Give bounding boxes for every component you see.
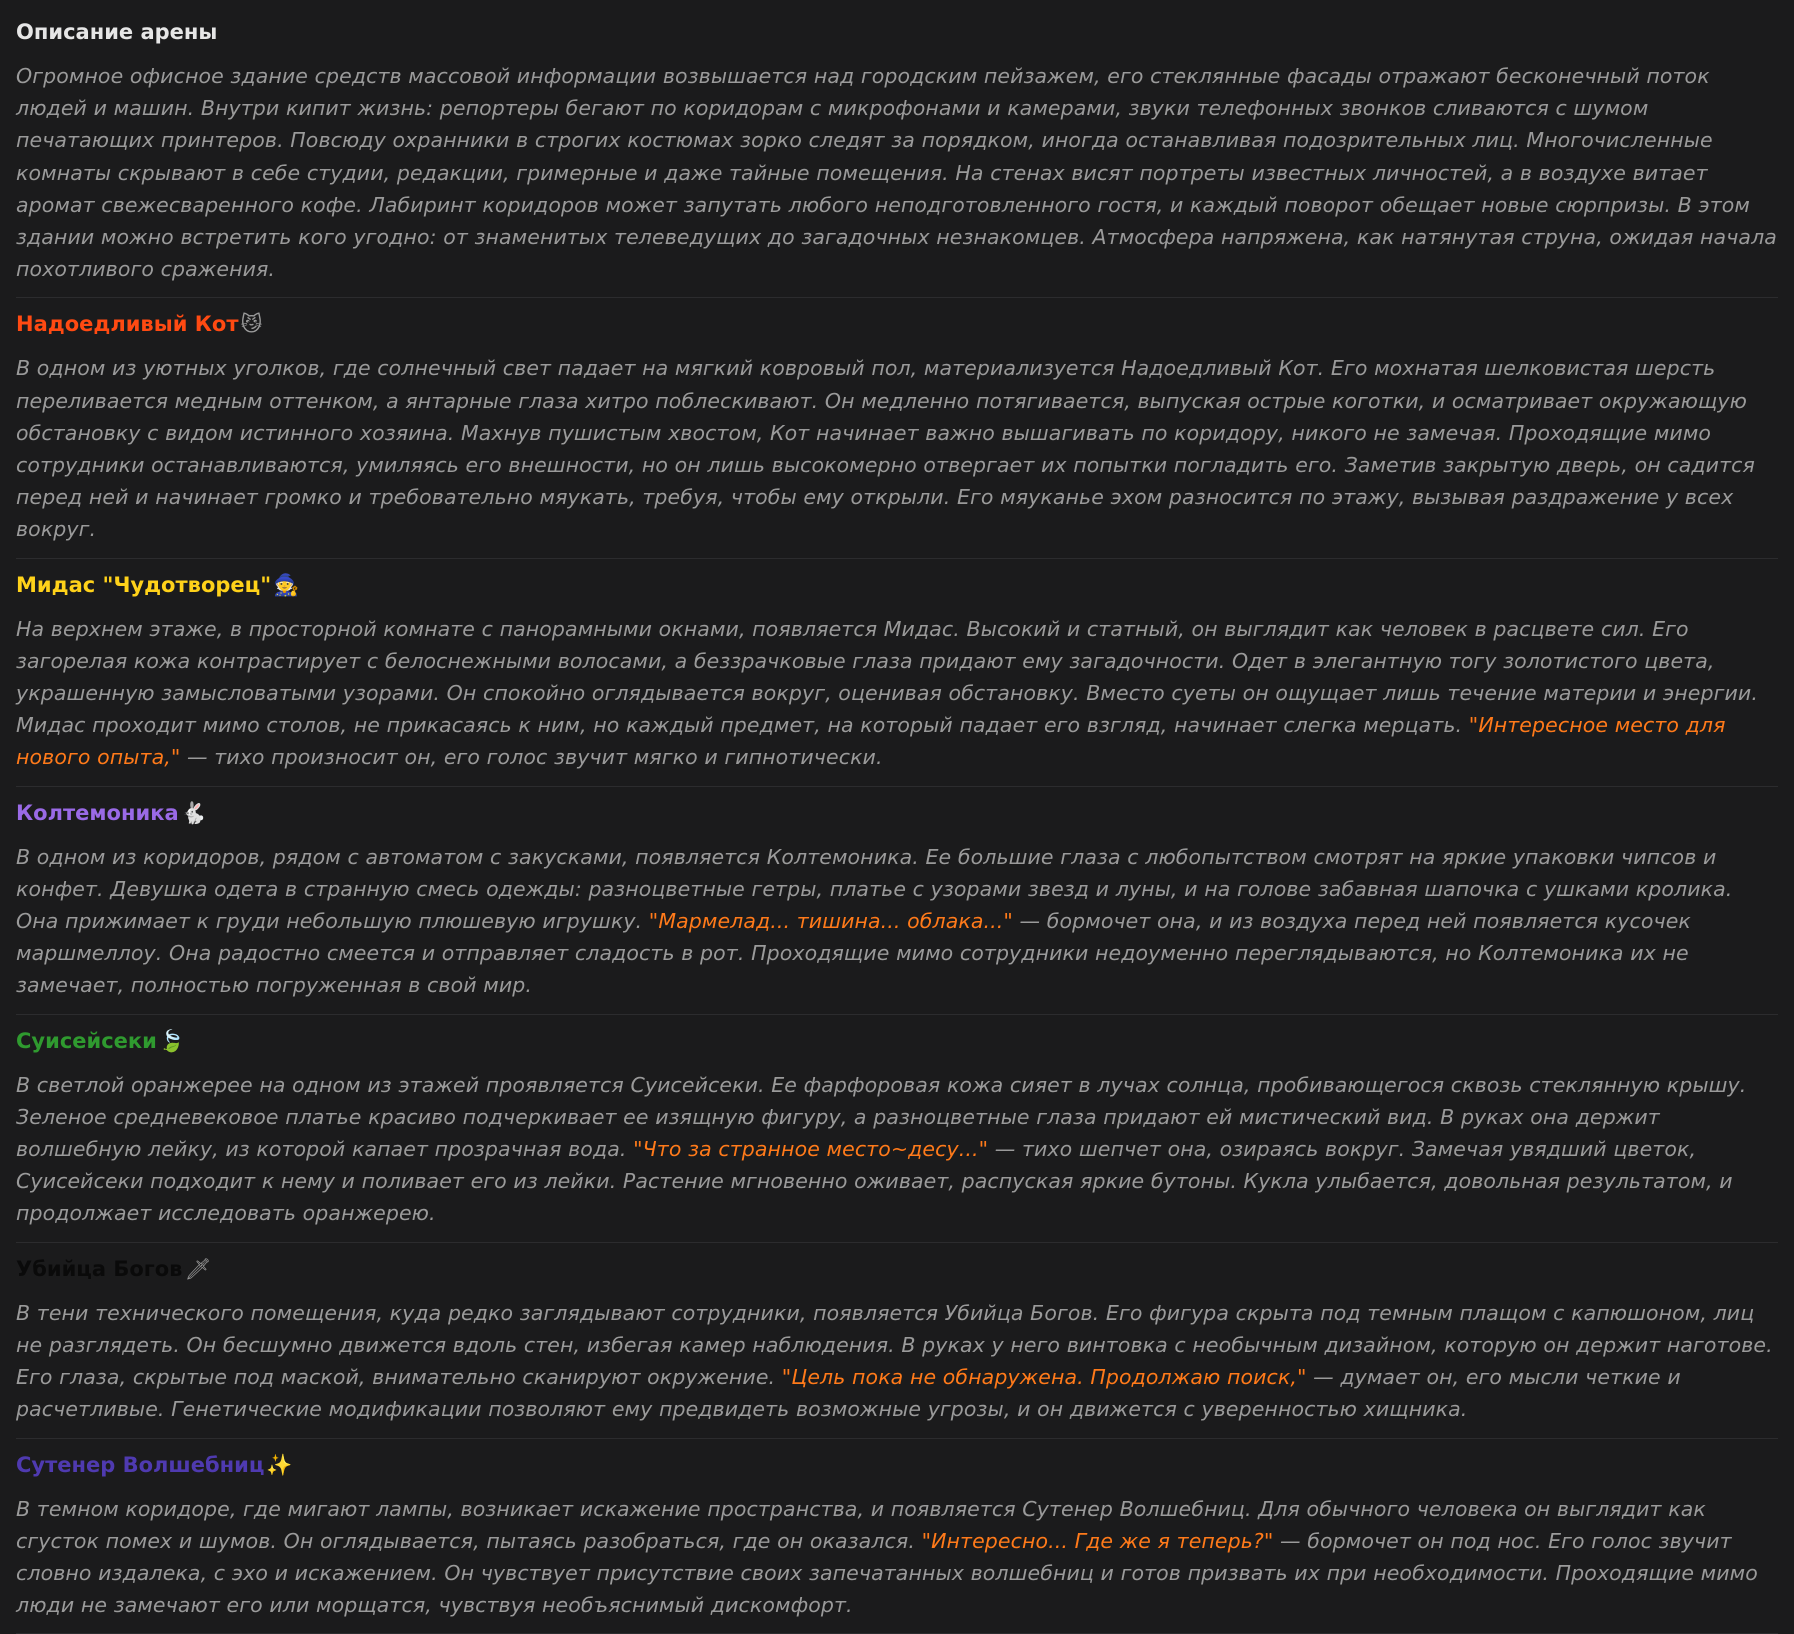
character-description bbox=[16, 352, 1778, 558]
quote-text: "Интересное место для нового опыта," bbox=[16, 713, 1726, 769]
description-text: В одном из уютных уголков, где солнечный свет падает на мягкий ковровый пол, материализуется Надоедливый Кот. Его мохнатая шелковистая шерсть переливается медным оттенком, а янтарные глаза хитро поблескивают. Он медленно потягивается, выпуская острые коготки, и осматривает окружающую обстановку с видом истинного хозяина. Махнув пушистым хвостом, Кот начинает важно вышагивать по коридору, никого не замечая. Проходящие мимо сотрудники останавливаются, умиляясь его внешности, но он лишь высокомерно отвергает их попытки погладить его. Заметив закрытую дверь, он садится перед ней и начинает громко и требовательно мяукать, требуя, чтобы ему открыли. Его мяуканье эхом разносится по этажу, вызывая раздражение у всех вокруг. bbox=[16, 356, 1755, 541]
character-section-5 bbox=[16, 1447, 1778, 1634]
description-text-after: — тихо шепчет она, озираясь вокруг. Замечая увядший цветок, Суисейсеки подходит к нему и поливает его из лейки. Растение мгновенно оживает, распуская яркие бутоны. Кукла улыбается, довольная результатом, и продолжает исследовать оранжерею. bbox=[16, 1137, 1733, 1225]
quote-text: "Что за странное место~десу..." bbox=[633, 1137, 988, 1161]
character-description bbox=[16, 1493, 1778, 1634]
character-name-text: Колтемоника bbox=[16, 801, 179, 825]
description-text: В темном коридоре, где мигают лампы, возникает искажение пространства, и появляется Сутенер Волшебниц. Для обычного человека он выглядит как сгусток помех и шумов. Он оглядывается, пытаясь разобраться, где он оказался. bbox=[16, 1497, 1706, 1553]
character-name bbox=[16, 1023, 1778, 1059]
character-section-0 bbox=[16, 306, 1778, 558]
wizard-icon: 🧙 bbox=[273, 573, 299, 597]
sparkles-icon: ✨ bbox=[266, 1453, 292, 1477]
arena-section bbox=[16, 14, 1778, 298]
character-section-2 bbox=[16, 795, 1778, 1015]
description-text: В тени технического помещения, куда редко заглядывают сотрудники, появляется Убийца Богов. Его фигура скрыта под темным плащом с капюшоном, лиц не разглядеть. Он бесшумно движется вдоль стен, избегая камер наблюдения. В руках у него винтовка с необычным дизайном, которую он держит наготове. Его глаза, скрытые под маской, внимательно сканируют окружение. bbox=[16, 1301, 1773, 1389]
character-name-text: Мидас "Чудотворец" bbox=[16, 573, 271, 597]
character-name bbox=[16, 795, 1778, 831]
description-text: В светлой оранжерее на одном из этажей проявляется Суисейсеки. Ее фарфоровая кожа сияет в лучах солнца, пробивающегося сквозь стеклянную крышу. Зеленое средневековое платье красиво подчеркивает ее изящную фигуру, а разноцветные глаза придают ей мистический вид. В руках она держит волшебную лейку, из которой капает прозрачная вода. bbox=[16, 1073, 1746, 1161]
character-description bbox=[16, 1297, 1778, 1439]
dagger-icon: 🗡 bbox=[184, 1257, 211, 1281]
description-text-after: — думает он, его мысли четкие и расчетливые. Генетические модификации позволяют ему предвидеть возможные угрозы, и он движется с уверенностью хищника. bbox=[16, 1365, 1681, 1421]
character-name bbox=[16, 1251, 1778, 1287]
character-description bbox=[16, 841, 1778, 1015]
character-name bbox=[16, 1447, 1778, 1483]
rabbit-icon: 🐇 bbox=[181, 801, 207, 825]
description-text: На верхнем этаже, в просторной комнате с панорамными окнами, появляется Мидас. Высокий и статный, он выглядит как человек в расцвете сил. Его загорелая кожа контрастирует с белоснежными волосами, а беззрачковые глаза придают ему загадочности. Одет в элегантную тогу золотистого цвета, украшенную замысловатыми узорами. Он спокойно оглядывается вокруг, оценивая обстановку. Вместо суеты он ощущает лишь течение материи и энергии. Мидас проходит мимо столов, не прикасаясь к ним, но каждый предмет, на который падает его взгляд, начинает слегка мерцать. bbox=[16, 617, 1758, 738]
quote-text: "Интересно... Где же я теперь?" bbox=[922, 1529, 1274, 1553]
description-text: В одном из коридоров, рядом с автоматом с закусками, появляется Колтемоника. Ее большие глаза с любопытством смотрят на яркие упаковки чипсов и конфет. Девушка одета в странную смесь одежды: разноцветные гетры, платье с узорами звезд и луны, и на голове забавная шапочка с ушками кролика. Она прижимает к груди небольшую плюшевую игрушку. bbox=[16, 845, 1732, 933]
cat-icon: 😼 bbox=[241, 312, 263, 336]
arena-title: Описание арены bbox=[16, 14, 1778, 50]
character-name-text: Сутенер Волшебниц bbox=[16, 1453, 264, 1477]
arena-description: Огромное офисное здание средств массовой информации возвышается над городским пейзажем, его стеклянные фасады отражают бесконечный поток людей и машин. Внутри кипит жизнь: репортеры бегают по коридорам с микрофонами и камерами, звуки телефонных звонков сливаются с шумом печатающих принтеров. Повсюду охранники в строгих костюмах зорко следят за порядком, иногда останавливая подозрительных лиц. Многочисленные комнаты скрывают в себе студии, редакции, гримерные и даже тайные помещения. На стенах висят портреты известных личностей, а в воздухе витает аромат свежесваренного кофе. Лабиринт коридоров может запутать любого неподготовленного гостя, и каждый поворот обещает новые сюрпризы. В этом здании можно встретить кого угодно: от знаменитых телеведущих до загадочных незнакомцев. Атмосфера напряжена, как натянутая струна, ожидая начала похотливого сражения. bbox=[16, 60, 1778, 298]
leaf-icon: 🍃 bbox=[159, 1029, 185, 1053]
character-name-text: Суисейсеки bbox=[16, 1029, 157, 1053]
description-text-after: — бормочет она, и из воздуха перед ней появляется кусочек маршмеллоу. Она радостно смеется и отправляет сладость в рот. Проходящие мимо сотрудники недоуменно переглядываются, но Колтемоника их не замечает, полностью погруженная в свой мир. bbox=[16, 909, 1691, 997]
character-description bbox=[16, 613, 1778, 787]
quote-text: "Цель пока не обнаружена. Продолжаю поиск," bbox=[782, 1365, 1307, 1389]
character-name bbox=[16, 567, 1778, 603]
character-section-3 bbox=[16, 1023, 1778, 1243]
character-section-1 bbox=[16, 567, 1778, 787]
quote-text: "Мармелад... тишина... облака..." bbox=[649, 909, 1013, 933]
character-name-text: Надоедливый Кот bbox=[16, 312, 239, 336]
character-section-4 bbox=[16, 1251, 1778, 1439]
character-name-text: Убийца Богов bbox=[16, 1257, 182, 1281]
description-text-after: — бормочет он под нос. Его голос звучит словно издалека, с эхо и искажением. Он чувствует присутствие своих запечатанных волшебниц и готов призвать их при необходимости. Проходящие мимо люди не замечают его или морщатся, чувствуя необъяснимый дискомфорт. bbox=[16, 1529, 1758, 1617]
character-name bbox=[16, 306, 1778, 342]
character-description bbox=[16, 1069, 1778, 1243]
description-text-after: — тихо произносит он, его голос звучит мягко и гипнотически. bbox=[180, 745, 882, 769]
